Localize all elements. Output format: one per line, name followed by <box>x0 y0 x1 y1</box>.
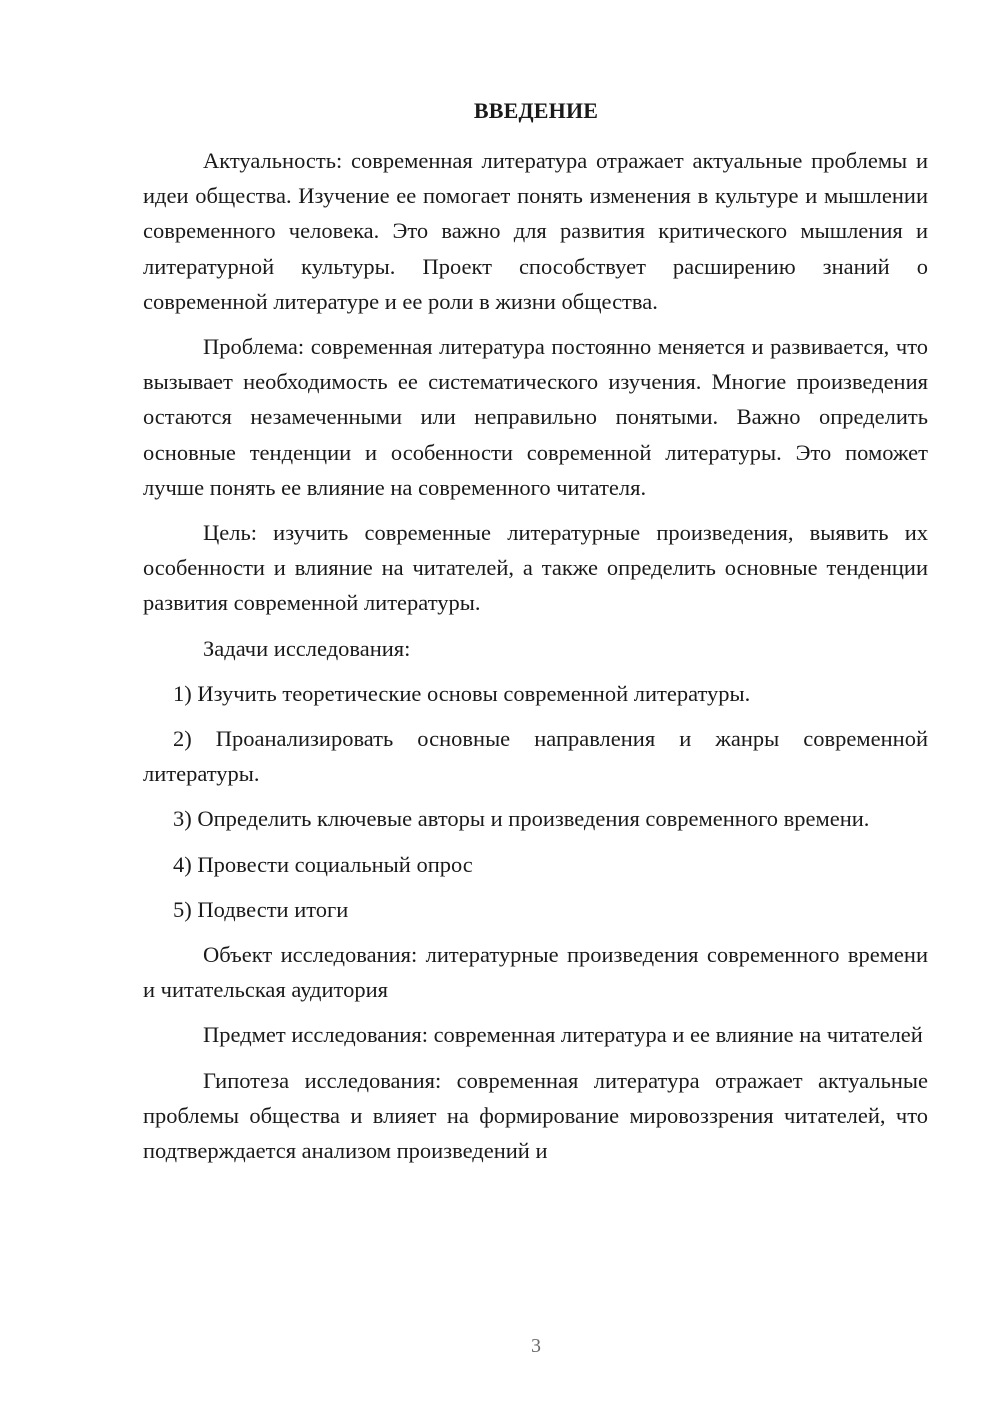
paragraph-object: Объект исследования: литературные произведения современного времени и читательская аудитория <box>143 942 928 1003</box>
paragraph-relevance: Актуальность: современная литература отражает актуальные проблемы и идеи общества. Изучение ее помогает понять изменения в культуре и мышлении современного человека. Это важно для развития критического мышления и литературной культуры. Проект способствует расширению знаний о современной литературе и ее роли в жизни общества. <box>143 148 928 314</box>
task-item-5: 5) Подвести итоги <box>173 896 349 922</box>
paragraph-problem: Проблема: современная литература постоянно меняется и развивается, что вызывает необходимость ее систематического изучения. Многие произведения остаются незамеченными или неправильно понятыми. Важно определить основные тенденции и особенности современной литературы. Это поможет лучше понять ее влияние на современного читателя. <box>143 334 928 500</box>
document-body <box>143 143 928 1178</box>
task-item-3: 3) Определить ключевые авторы и произведения современного времени. <box>173 806 870 832</box>
page-number: 3 <box>531 1335 541 1357</box>
paragraph-goal: Цель: изучить современные литературные произведения, выявить их особенности и влияние на читателей, а также определить основные тенденции развития современной литературы. <box>143 520 928 616</box>
tasks-heading: Задачи исследования: <box>203 635 411 661</box>
paragraph-hypothesis: Гипотеза исследования: современная литература отражает актуальные проблемы общества и влияет на формирование мировоззрения читателей, что подтверждается анализом произведений и <box>143 1067 928 1164</box>
paragraph-subject: Предмет исследования: современная литература и ее влияние на читателей <box>203 1022 923 1048</box>
task-item-2: 2) Проанализировать основные направления и жанры современной литературы. <box>143 726 928 787</box>
task-item-1: 1) Изучить теоретические основы современной литературы. <box>173 680 751 706</box>
task-item-4: 4) Провести социальный опрос <box>173 851 473 877</box>
section-title: ВВЕДЕНИЕ <box>473 98 599 123</box>
